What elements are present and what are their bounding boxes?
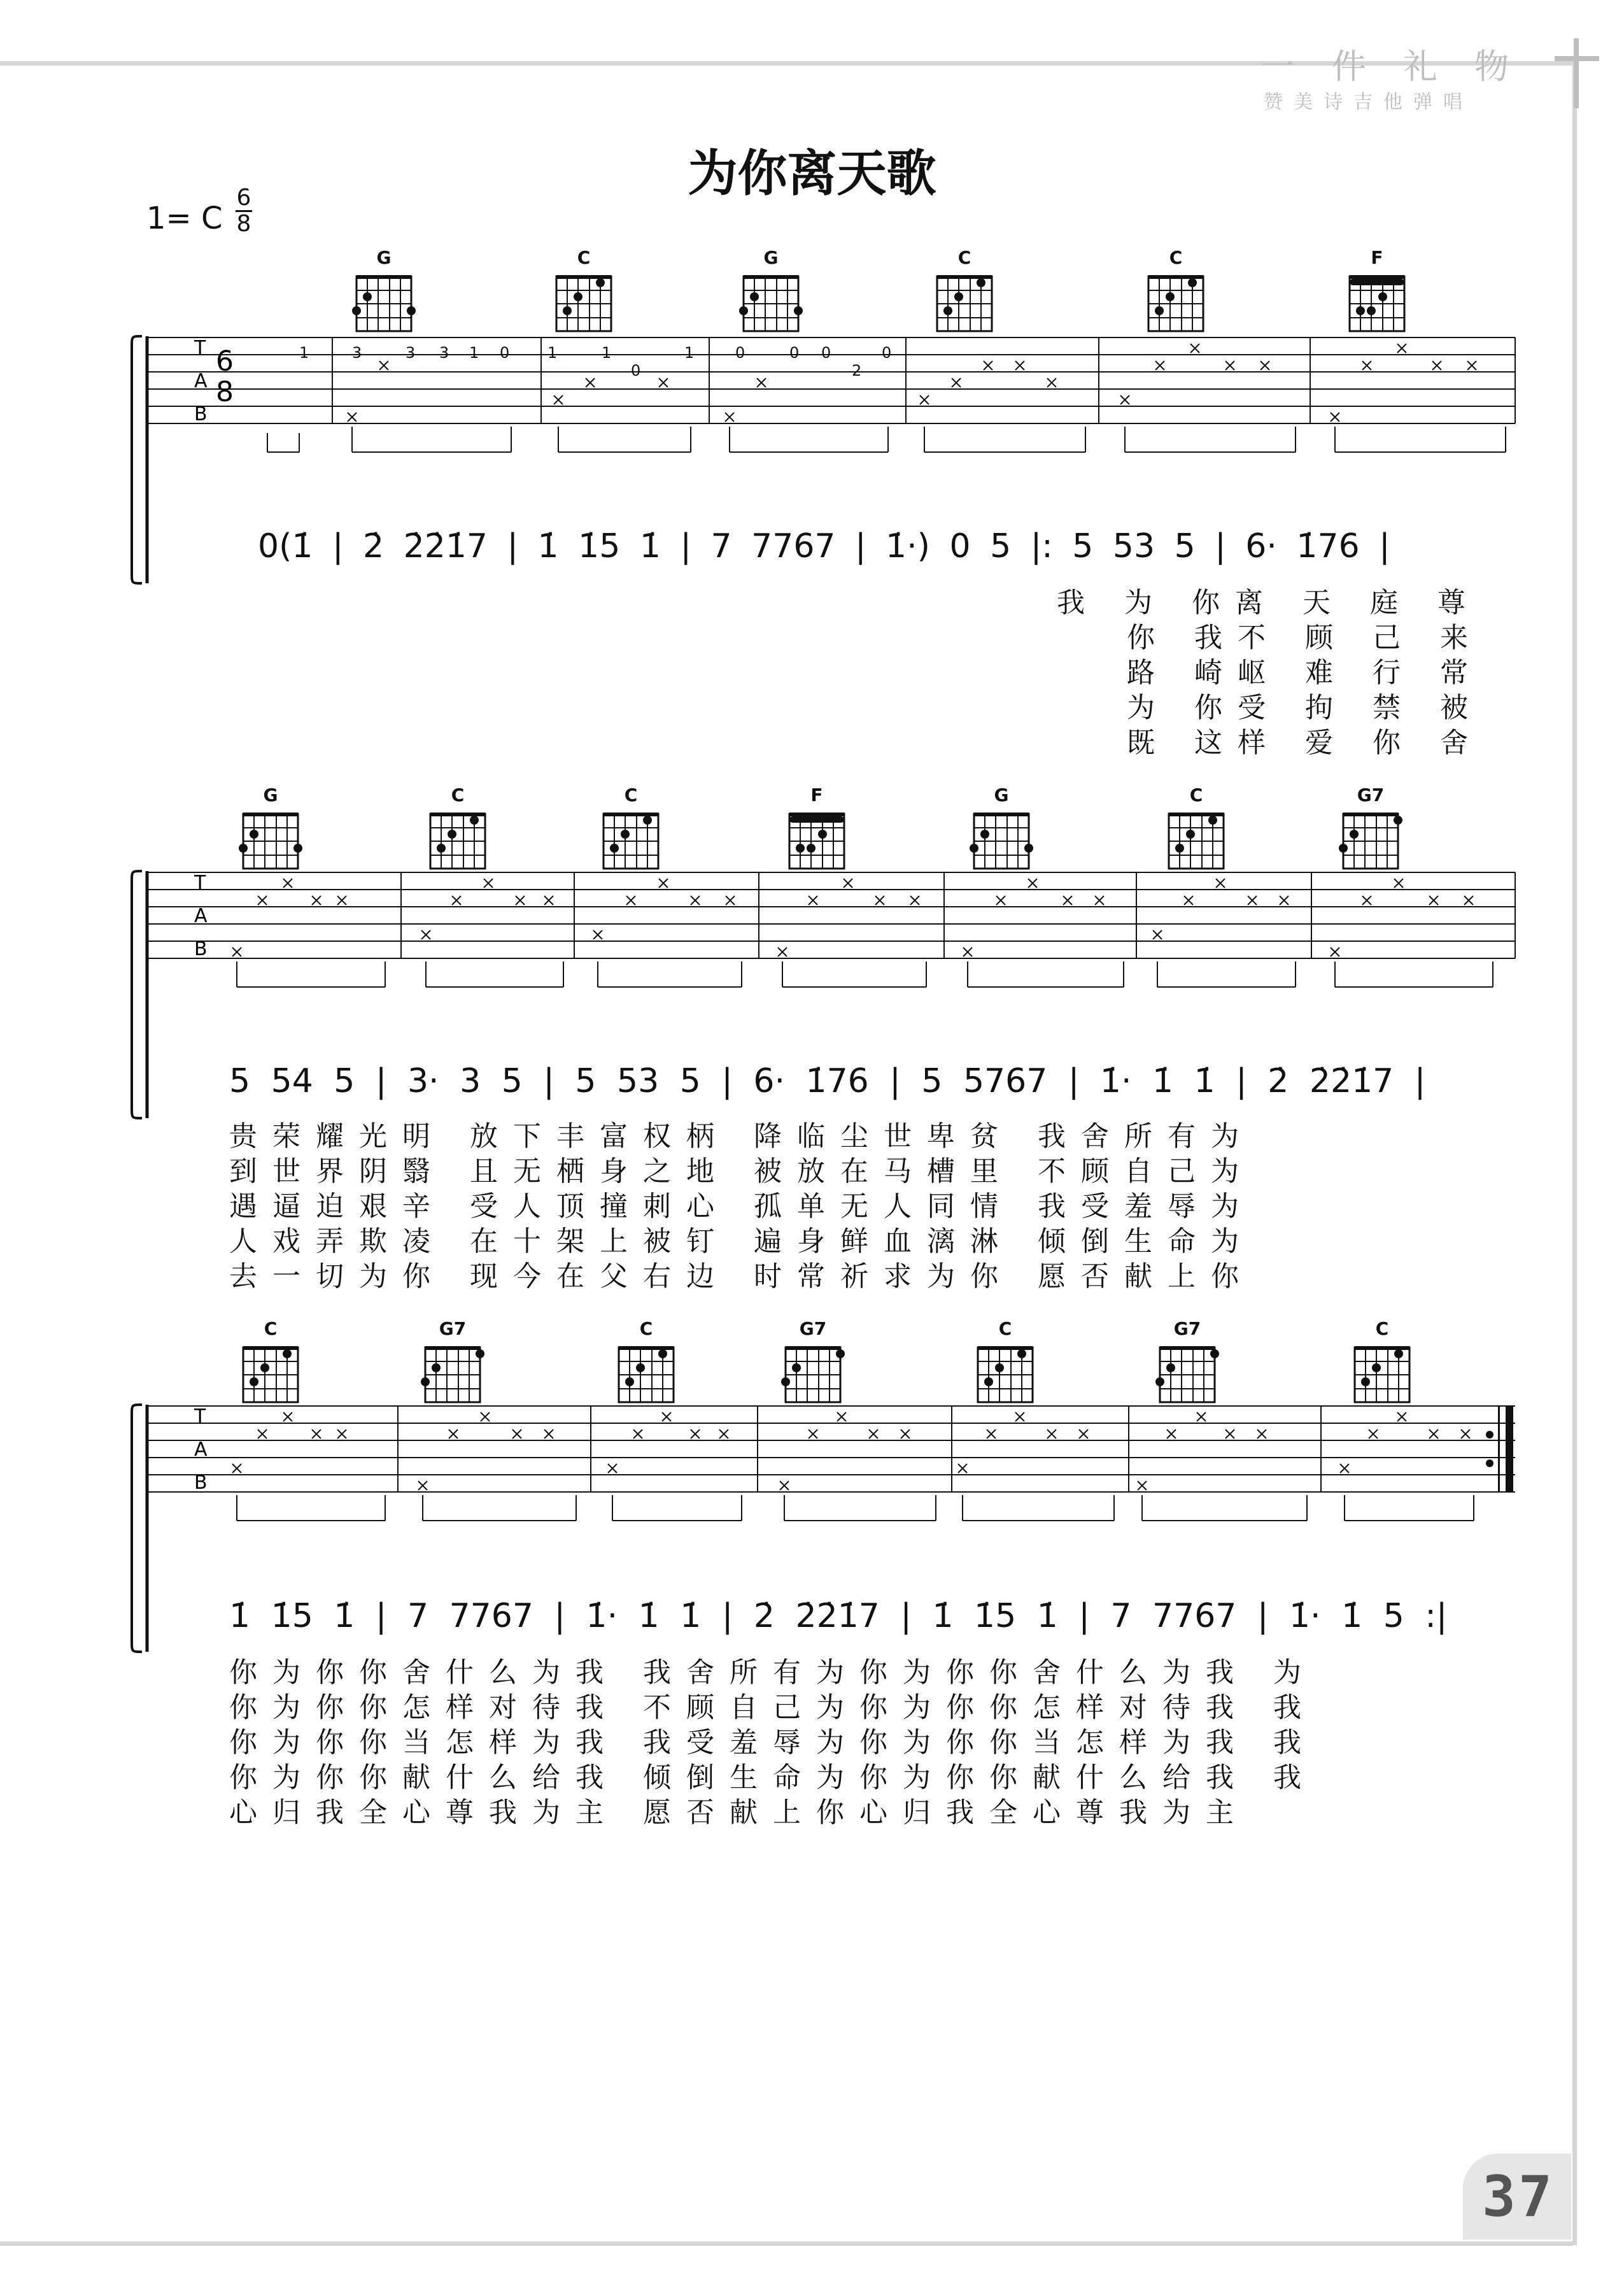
tab-number: 3 xyxy=(439,344,449,362)
chord-name: G xyxy=(376,247,392,268)
chord-diagram xyxy=(236,785,306,879)
lyric-verse-2: 到世界阴翳 且无栖身之地 被放在马槽里 不顾自己为 xyxy=(229,1155,1254,1188)
page-number: 37 xyxy=(1482,2164,1555,2229)
key-signature: 1= C xyxy=(146,201,223,236)
chord-name: C xyxy=(639,1318,653,1339)
chord-name: F xyxy=(1371,247,1383,268)
svg-text:A: A xyxy=(194,1438,208,1461)
svg-text:T: T xyxy=(194,1405,206,1428)
tab-number: 0 xyxy=(821,344,831,362)
chord-diagram xyxy=(1161,785,1231,879)
svg-text:A: A xyxy=(194,905,208,927)
chord-grid-icon xyxy=(549,269,619,339)
time-signature-bottom: 8 xyxy=(236,211,251,237)
brand-name: 一件礼物 xyxy=(1260,46,1546,87)
chord-diagram xyxy=(236,1318,306,1412)
chord-name: C xyxy=(998,1318,1012,1339)
tab-number: 2 xyxy=(852,362,862,380)
chord-diagram xyxy=(782,785,852,879)
lyric-verse-4: 你为你你献什么给我 倾倒生命为你为你你献什么给我 我 xyxy=(229,1761,1317,1794)
svg-text:B: B xyxy=(194,938,208,960)
lyric-verse-1: 你为你你舍什么为我 我舍所有为你为你你舍什么为我 为 xyxy=(229,1656,1317,1689)
chord-grid-icon xyxy=(736,269,806,339)
chord-diagram xyxy=(1342,247,1412,341)
chord-diagram xyxy=(966,785,1036,879)
svg-text:T: T xyxy=(194,337,206,359)
lyric-verse-3: 遇逼迫艰辛 受人顶撞刺心 孤单无人同情 我受羞辱为 xyxy=(229,1190,1254,1223)
cross-icon xyxy=(1555,38,1599,108)
tab-number: 0 xyxy=(882,344,892,362)
chord-name: C xyxy=(624,785,638,806)
chord-name: C xyxy=(451,785,465,806)
chord-name: G7 xyxy=(1357,785,1385,806)
chord-diagram xyxy=(778,1318,848,1412)
chord-grid-icon xyxy=(1141,269,1211,339)
chord-name: G xyxy=(994,785,1009,806)
chord-diagram xyxy=(1141,247,1211,341)
svg-text:6: 6 xyxy=(216,345,234,378)
svg-text:B: B xyxy=(194,403,208,425)
chord-grid-icon xyxy=(349,269,419,339)
chord-name: C xyxy=(957,247,971,268)
chord-diagram xyxy=(596,785,666,879)
svg-text:B: B xyxy=(194,1472,208,1494)
lyric-verse-1: 贵荣耀光明 放下丰富权柄 降临尘世卑贫 我舍所有为 xyxy=(229,1120,1254,1153)
chord-diagram xyxy=(970,1318,1040,1412)
tab-number: 1 xyxy=(299,344,309,362)
chord-diagram xyxy=(423,785,493,879)
tab-number: 3 xyxy=(406,344,416,362)
chord-diagram xyxy=(611,1318,681,1412)
time-signature-top: 6 xyxy=(236,185,251,211)
tab-number: 3 xyxy=(352,344,362,362)
page-frame-right xyxy=(1572,61,1577,2245)
tab-number: 0 xyxy=(735,344,745,362)
numbered-notation: 1̇ 1̇5 1̇ | 7 7767 | 1̇· 1̇ 1̇ | 2̇ 2̇2̇1̇7 | 1̇ 1̇5 1̇ | 7 7767 | 1̇· 1̇ 5 :| xyxy=(229,1597,1448,1635)
lyric-verse-5: 去一切为你 现今在父右边 时常祈求为你 愿否献上你 xyxy=(229,1260,1254,1293)
lyric-verse-5: 既 这样 爱 你 舍 xyxy=(1127,727,1483,759)
chord-diagram xyxy=(736,247,806,341)
chord-diagram xyxy=(1336,785,1406,879)
lyric-verse-4: 为 你受 拘 禁 被 xyxy=(1127,692,1483,724)
chord-name: G7 xyxy=(1173,1318,1201,1339)
chord-name: G xyxy=(263,785,278,806)
tab-number: 1 xyxy=(547,344,558,362)
lyric-verse-5: 心归我全心尊我为主 愿否献上你心归我全心尊我为主 xyxy=(229,1796,1249,1829)
svg-text:A: A xyxy=(194,370,208,392)
tab-number: 0 xyxy=(631,362,641,380)
svg-text:8: 8 xyxy=(216,376,234,408)
song-title: 为你离天歌 xyxy=(688,145,936,202)
chord-diagram xyxy=(1152,1318,1222,1412)
chord-diagram xyxy=(929,247,999,341)
chord-name: C xyxy=(264,1318,278,1339)
chord-grid-icon xyxy=(929,269,999,339)
tab-number: 1 xyxy=(469,344,479,362)
tab-number: 1 xyxy=(602,344,612,362)
lyric-verse-2: 你为你你怎样对待我 不顾自己为你为你你怎样对待我 我 xyxy=(229,1691,1317,1724)
chord-name: C xyxy=(1189,785,1203,806)
chord-diagram xyxy=(349,247,419,341)
lyric-verse-3: 你为你你当怎样为我 我受羞辱为你为你你当怎样为我 我 xyxy=(229,1726,1317,1759)
chord-name: C xyxy=(577,247,591,268)
lyric-verse-2: 你 我不 顾 己 来 xyxy=(1127,621,1483,654)
chord-grid-icon xyxy=(1342,269,1412,339)
chord-name: G7 xyxy=(439,1318,467,1339)
time-signature xyxy=(236,186,252,236)
chord-diagram xyxy=(418,1318,488,1412)
lyric-verse-3: 路 崎岖 难 行 常 xyxy=(1127,657,1483,689)
chord-name: C xyxy=(1375,1318,1389,1339)
chord-name: G7 xyxy=(799,1318,827,1339)
page-frame-bottom xyxy=(0,2241,1572,2246)
chord-name: G xyxy=(763,247,779,268)
chord-diagram xyxy=(1347,1318,1417,1412)
tab-number: 0 xyxy=(500,344,510,362)
lyric-verse-1: 我 为 你离 天 庭 尊 xyxy=(1057,586,1481,619)
chord-name: C xyxy=(1169,247,1183,268)
brand-subtitle: 赞美诗吉他弹唱 xyxy=(1264,91,1473,113)
svg-text:T: T xyxy=(194,872,206,894)
lyric-verse-4: 人戏弄欺凌 在十架上被钉 遍身鲜血漓淋 倾倒生命为 xyxy=(229,1225,1254,1258)
numbered-notation: 5 54 5 | 3· 3 5 | 5 53 5 | 6· 1̇76 | 5 5767 | 1̇· 1̇ 1̇ | 2̇ 2̇2̇1̇7 | xyxy=(229,1062,1426,1100)
numbered-notation: 0(1̇ | 2̇ 2̇2̇1̇7 | 1̇ 1̇5 1̇ | 7 7767 | 1̇·) 0 5 |: 5 53 5 | 6· 1̇76 | xyxy=(258,527,1390,565)
tab-number: 0 xyxy=(789,344,800,362)
chord-diagram xyxy=(549,247,619,341)
tab-number: 1 xyxy=(684,344,695,362)
chord-name: F xyxy=(810,785,823,806)
